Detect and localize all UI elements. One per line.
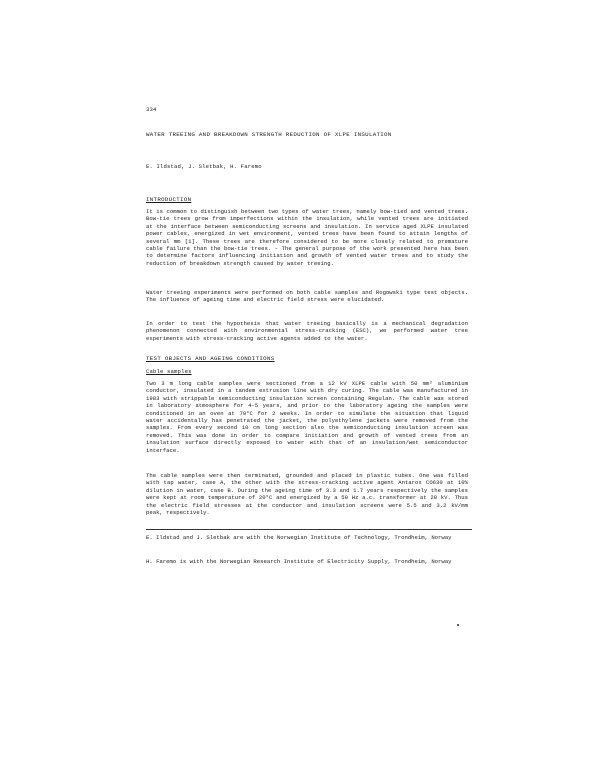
footnote-divider [146, 529, 472, 530]
introduction-heading: INTRODUCTION [146, 196, 192, 203]
cable-samples-subheading: Cable samples [146, 368, 192, 375]
paper-title: WATER TREEING AND BREAKDOWN STRENGTH REDUCTION OF XLPE INSULATION [146, 131, 392, 138]
scan-speck [457, 624, 459, 626]
footnote-2: H. Faremo is with the Norwegian Research Institute of Electricity Supply, Trondheim, Norway [146, 558, 452, 565]
cable-samples-paragraph-2: The cable samples were then terminated, grounded and placed in plastic tubes. One was filled with tap water, case A, the other with the stress-cracking active agent Antarox CO630 at 10% dilution in water, case B. During the ageing time of 3.3 and 1.7 years respectively the samples were kept at room temperature of 20°C and energized by a 50 Hz a.c. transformer at 28 kV. Thus the electric field stresses at the conductor and insulation screens were 5.5 and 3.2 kV/mm peak, respectively. [146, 472, 468, 517]
introduction-paragraph-3: In order to test the hypothesis that water treeing basically is a mechanical degradation phenomenon connected with environmental stress-cracking (ESC), we performed water tree experiments with stress-cracking active agents added to the water. [146, 320, 468, 342]
introduction-paragraph-2: Water treeing experiments were performed on both cable samples and Rogowski type test objects. The influence of ageing time and electric field stress were elucidated. [146, 289, 468, 304]
cable-samples-paragraph-1: Two 3 m long cable samples were sectioned from a 12 kV XLPE cable with 50 mm² aluminium conductor, insulated in a tandem extrusion line with dry curing. The cable was manufactured in 1983 with strippable semiconducting insulation screen containing Regulan. The cable was stored in laboratory atmosphere for 4-5 years, and prior to the laboratory ageing the samples were conditioned in an oven at 70°C for 2 weeks. In order to simulate the situation that liquid water accidentally has penetrated the jacket, the polyethylene jackets were removed from the samples. From every second 10 cm long section also the semiconducting insulation screen was removed. This was done in order to compare initiation and growth of vented trees from an insulation surface directly exposed to water with that of an insulation/wet semiconductor interface. [146, 380, 468, 454]
page-number: 334 [146, 106, 157, 113]
test-objects-heading: TEST OBJECTS AND AGEING CONDITIONS [146, 355, 275, 362]
footnote-1: E. Ildstad and J. Sletbak are with the Norwegian Institute of Technology, Trondheim, Norway [146, 534, 452, 541]
introduction-paragraph-1: It is common to distinguish between two types of water trees, namely bow-tied and vented trees. Bow-tie trees grow from imperfections within the insulation, while vented trees are initiated at the interface between semiconducting screens and insulation. In service aged XLPE insulated power cables, energized in wet environment, vented trees have been found to attain lengths of several mm [1]. These trees are therefore considered to be more closely related to premature cable failure than the bow-tie trees. - The general purpose of the work presented here has been to determine factors influencing initiation and growth of vented water trees and to study the reduction of breakdown strength caused by water treeing. [146, 208, 468, 267]
author-line: E. Ildstad, J. Sletbak, H. Faremo [146, 163, 262, 170]
